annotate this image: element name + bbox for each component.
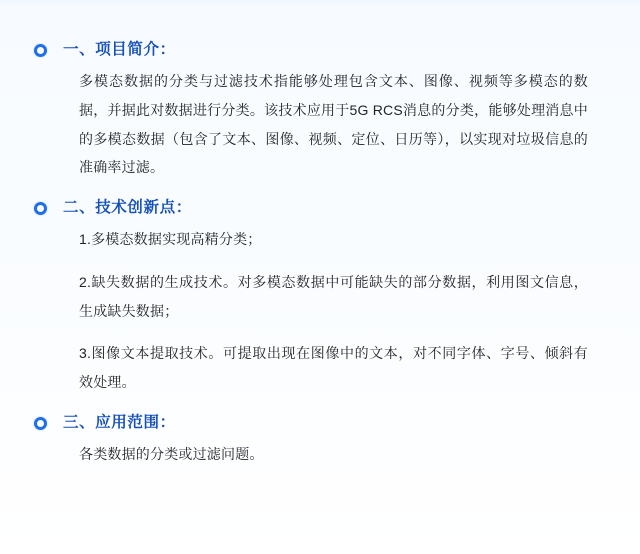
- paragraph: 1.多模态数据实现高精分类；: [79, 231, 262, 248]
- section-heading: [34, 411, 606, 434]
- section-body: [79, 67, 588, 182]
- section-body: [79, 225, 588, 396]
- section-heading: [34, 196, 606, 219]
- paragraph: 2.缺失数据的生成技术。对多模态数据中可能缺失的部分数据，利用图文信息，生成缺失数据；: [79, 273, 588, 319]
- section-technical-innovations: [34, 196, 606, 397]
- paragraph: 各类数据的分类或过滤问题。: [79, 445, 264, 462]
- section-body: [79, 440, 588, 469]
- section-heading-label: 三、应用范围：: [63, 413, 176, 431]
- section-project-introduction: [34, 38, 606, 182]
- paragraph: 3.图像文本提取技术。可提取出现在图像中的文本，对不同字体、字号、倾斜有效处理。: [79, 345, 588, 390]
- section-application-scope: [34, 411, 606, 469]
- paragraph: 多模态数据的分类与过滤技术指能够处理包含文本、图像、视频等多模态的数据，并据此对数据进行分类。该技术应用于5G RCS消息的分类，能够处理消息中的多模态数据（包含了文本、图像、视频、定位、日历等），以实现对垃圾信息的准确率过滤。: [79, 73, 588, 176]
- section-heading-label: 一、项目简介：: [63, 41, 176, 58]
- section-heading: [34, 38, 606, 61]
- bullet-point-icon: [34, 202, 47, 215]
- bullet-point-icon: [34, 44, 47, 57]
- bullet-point-icon: [34, 417, 47, 430]
- section-heading-label: 二、技术创新点：: [63, 199, 192, 216]
